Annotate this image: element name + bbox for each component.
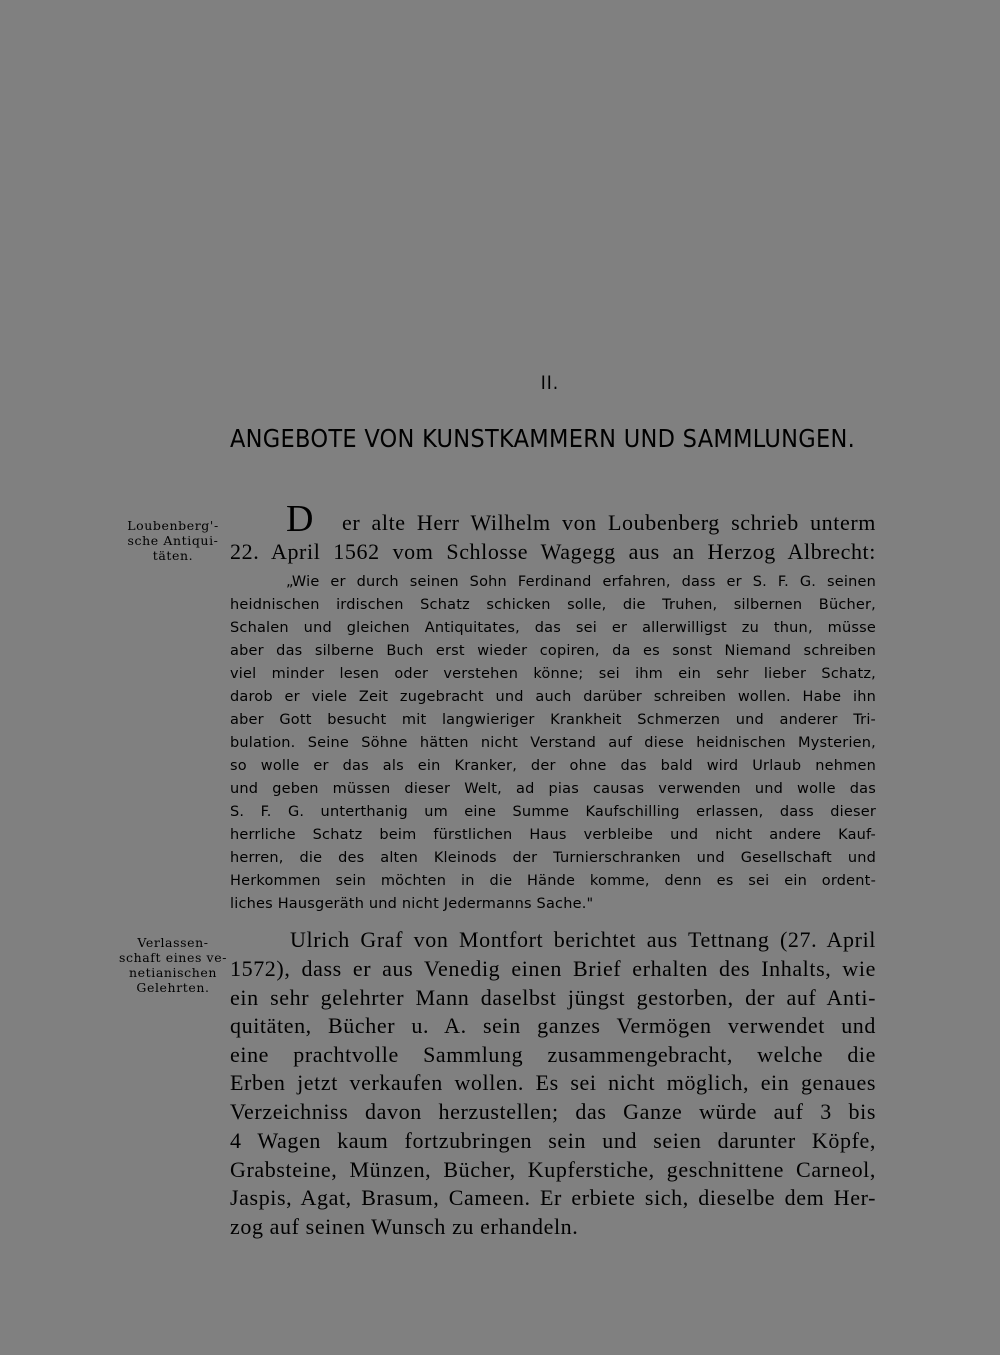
chapter-number: II. xyxy=(540,372,560,394)
quote-line: „Wie er durch seinen Sohn Ferdinand erfahren, dass er S. F. G. seinen xyxy=(286,574,876,590)
paragraph-line: 4 Wagen kaum fortzubringen sein und seien darunter Köpfe, xyxy=(230,1128,876,1153)
quote-line: bulation. Seine Söhne hätten nicht Verstand auf diese heidnischen Mysterien, xyxy=(230,735,876,751)
paragraph-line: 1572), dass er aus Venedig einen Brief erhalten des Inhalts, wie xyxy=(230,956,876,981)
quote-line: herrliche Schatz beim fürstlichen Haus verbleibe und nicht andere Kauf- xyxy=(230,827,876,843)
paragraph-line: 22. April 1562 vom Schlosse Wagegg aus an Herzog Albrecht: xyxy=(230,539,876,564)
paragraph-line: Ulrich Graf von Montfort berichtet aus Tettnang (27. April xyxy=(290,927,876,952)
margin-note-line: schaft eines ve- xyxy=(118,950,228,965)
quote-line: und geben müssen dieser Welt, ad pias causas verwenden und wolle das xyxy=(230,781,876,797)
paragraph-line: quitäten, Bücher u. A. sein ganzes Vermögen verwendet und xyxy=(230,1013,876,1038)
paragraph-line: er alte Herr Wilhelm von Loubenberg schrieb unterm xyxy=(342,510,876,535)
paragraph-line: eine prachtvolle Sammlung zusammengebracht, welche die xyxy=(230,1042,876,1067)
paragraph-line: Jaspis, Agat, Brasum, Cameen. Er erbiete sich, dieselbe dem Her- xyxy=(230,1185,876,1210)
paragraph-line: zog auf seinen Wunsch zu erhandeln. xyxy=(230,1214,579,1239)
margin-note-line: netianischen xyxy=(128,965,218,980)
quote-line: so wolle er das als ein Kranker, der ohne das bald wird Urlaub nehmen xyxy=(230,758,876,774)
quote-line: S. F. G. unterthanig um eine Summe Kaufschilling erlassen, dass dieser xyxy=(230,804,876,820)
drop-initial: D xyxy=(286,498,314,540)
margin-note-line: Loubenberg'- xyxy=(127,518,219,533)
margin-note-line: Gelehrten. xyxy=(136,980,210,995)
margin-note-verlassenschaft xyxy=(110,935,236,995)
quote-line: aber Gott besucht mit langwieriger Krankheit Schmerzen und anderer Tri- xyxy=(230,712,876,728)
chapter-title: ANGEBOTE VON KUNSTKAMMERN UND SAMMLUNGEN. xyxy=(230,424,856,453)
quote-line: liches Hausgeräth und nicht Jedermanns Sache." xyxy=(230,896,594,912)
margin-note-line: täten. xyxy=(152,548,194,563)
paragraph-line: Erben jetzt verkaufen wollen. Es sei nicht möglich, ein genaues xyxy=(230,1070,876,1095)
margin-note-line: Verlassen- xyxy=(137,935,209,950)
quote-line: darob er viele Zeit zugebracht und auch darüber schreiben wollen. Habe ihn xyxy=(230,689,876,705)
paragraph-line: Grabsteine, Münzen, Bücher, Kupferstiche, geschnittene Carneol, xyxy=(230,1157,876,1182)
margin-note-line: sche Antiqui- xyxy=(127,533,219,548)
quote-line: Schalen und gleichen Antiquitates, das sei er allerwilligst zu thun, müsse xyxy=(230,620,876,636)
quote-line: herren, die des alten Kleinods der Turnierschranken und Gesellschaft und xyxy=(230,850,876,866)
margin-note-loubenberg xyxy=(110,518,236,563)
quote-line: viel minder lesen oder verstehen könne; sei ihm ein sehr lieber Schatz, xyxy=(230,666,876,682)
quote-line: aber das silberne Buch erst wieder copiren, da es sonst Niemand schreiben xyxy=(230,643,876,659)
quote-line: Herkommen sein möchten in die Hände komme, denn es sei ein ordent- xyxy=(230,873,876,889)
paragraph-line: Verzeichniss davon herzustellen; das Ganze würde auf 3 bis xyxy=(230,1099,876,1124)
paragraph-line: ein sehr gelehrter Mann daselbst jüngst gestorben, der auf Anti- xyxy=(230,985,876,1010)
quote-line: heidnischen irdischen Schatz schicken solle, die Truhen, silbernen Bücher, xyxy=(230,597,876,613)
